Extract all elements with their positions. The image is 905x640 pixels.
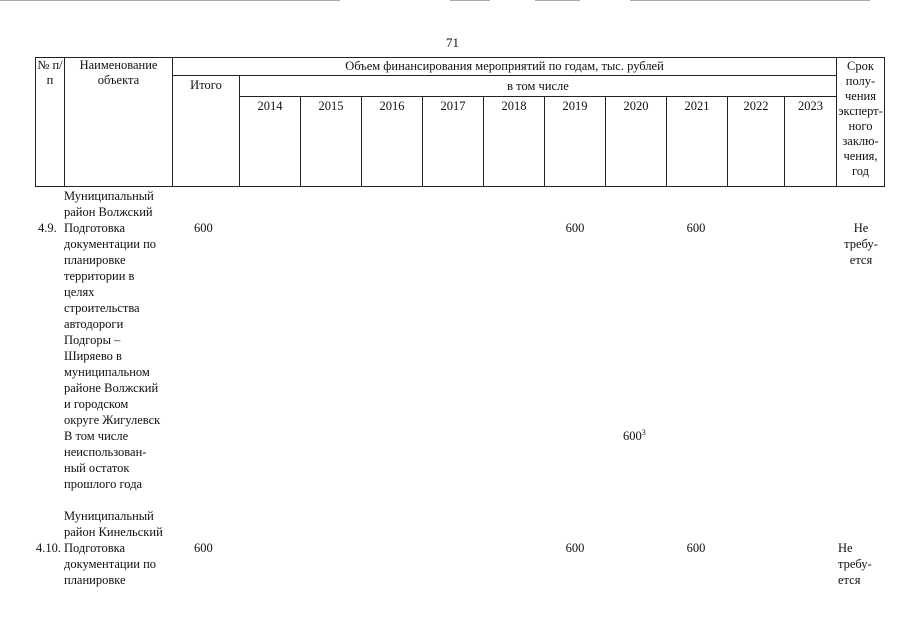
- header-term-line: полу-: [845, 74, 876, 88]
- header-year: 2018: [484, 97, 545, 187]
- header-year: 2021: [667, 97, 728, 187]
- header-term-line: Срок: [847, 59, 874, 73]
- header-col-term: [837, 58, 885, 187]
- text-line: округе Жигулевск: [64, 413, 161, 427]
- row-4-10-name: [64, 540, 172, 588]
- scan-artifact-line: [0, 0, 340, 1]
- row-4-9-sub-name: [64, 428, 172, 492]
- header-col-num: [36, 58, 65, 187]
- text-line: и городском: [64, 397, 129, 411]
- text-line: документации по: [64, 557, 157, 571]
- scan-artifact-line: [630, 0, 870, 1]
- text-line: планировке: [64, 253, 126, 267]
- row-4-9-group-title: [64, 188, 172, 220]
- text-line: Муниципальный: [64, 509, 154, 523]
- page-number: 71: [446, 35, 459, 50]
- header-col-total: Итого: [173, 76, 240, 187]
- row-4-9-2019: 600: [565, 221, 585, 235]
- header-year: 2017: [423, 97, 484, 187]
- header-col-including: в том числе: [240, 76, 837, 97]
- text-line: требу-: [838, 557, 872, 571]
- row-4-9-number: 4.9.: [38, 221, 57, 235]
- row-4-10-number: 4.10.: [36, 541, 61, 555]
- row-4-10-group-title: [64, 508, 172, 540]
- header-term-line: чения,: [843, 149, 878, 163]
- header-table: [35, 57, 885, 187]
- header-term-line: ного: [848, 119, 873, 133]
- row-4-10-2021: 600: [686, 541, 706, 555]
- text-line: территории в: [64, 269, 135, 283]
- text-line: планировке: [64, 573, 126, 587]
- row-4-10-2019: 600: [565, 541, 585, 555]
- text-line: прошлого года: [64, 477, 143, 491]
- text-line: В том числе: [64, 429, 129, 443]
- row-4-9-term: [838, 220, 884, 268]
- text-line: требу-: [844, 237, 878, 251]
- text-line: район Кинельский: [64, 525, 163, 539]
- header-year: 2020: [606, 97, 667, 187]
- text-line: Подготовка: [64, 541, 126, 555]
- row-4-9-sub-2020: [623, 428, 646, 444]
- header-col-num-label: № п/п: [37, 58, 63, 87]
- text-line: Не: [853, 221, 869, 235]
- text-line: ный остаток: [64, 461, 130, 475]
- text-line: район Волжский: [64, 205, 153, 219]
- header-year: 2014: [240, 97, 301, 187]
- header-col-funding: Объем финансирования мероприятий по годам, тыс. рублей: [173, 58, 837, 76]
- header-col-name-label: Наименование объекта: [79, 58, 158, 87]
- row-4-10-term: [838, 540, 884, 588]
- text-line: Подготовка: [64, 221, 126, 235]
- text-line: Муниципальный: [64, 189, 154, 203]
- text-line: Не: [838, 541, 853, 555]
- row-4-9-2021: 600: [686, 221, 706, 235]
- text-line: документации по: [64, 237, 157, 251]
- text-line: муниципальном: [64, 365, 150, 379]
- header-term-line: эксперт-: [838, 104, 883, 118]
- text-line: районе Волжский: [64, 381, 159, 395]
- row-4-10-total: 600: [194, 541, 213, 555]
- text-line: ется: [849, 253, 873, 267]
- header-year: 2019: [545, 97, 606, 187]
- footnote-mark: 3: [641, 427, 646, 437]
- header-year: 2016: [362, 97, 423, 187]
- text-line: автодороги: [64, 317, 124, 331]
- row-4-9-name: [64, 220, 172, 428]
- header-year: 2023: [785, 97, 837, 187]
- text-line: целях: [64, 285, 95, 299]
- text-line: строительства: [64, 301, 140, 315]
- row-4-9-total: 600: [194, 221, 213, 235]
- text-line: ется: [838, 573, 861, 587]
- value: 600: [623, 429, 642, 443]
- header-year: 2015: [301, 97, 362, 187]
- header-col-name: [65, 58, 173, 187]
- header-term-line: чения: [845, 89, 876, 103]
- text-line: Подгоры –: [64, 333, 121, 347]
- header-term-line: год: [851, 164, 870, 178]
- scan-artifact-line: [450, 0, 490, 1]
- header-year: 2022: [728, 97, 785, 187]
- text-line: Ширяево в: [64, 349, 122, 363]
- header-term-line: заклю-: [842, 134, 879, 148]
- scan-artifact-line: [535, 0, 580, 1]
- text-line: неиспользован-: [64, 445, 147, 459]
